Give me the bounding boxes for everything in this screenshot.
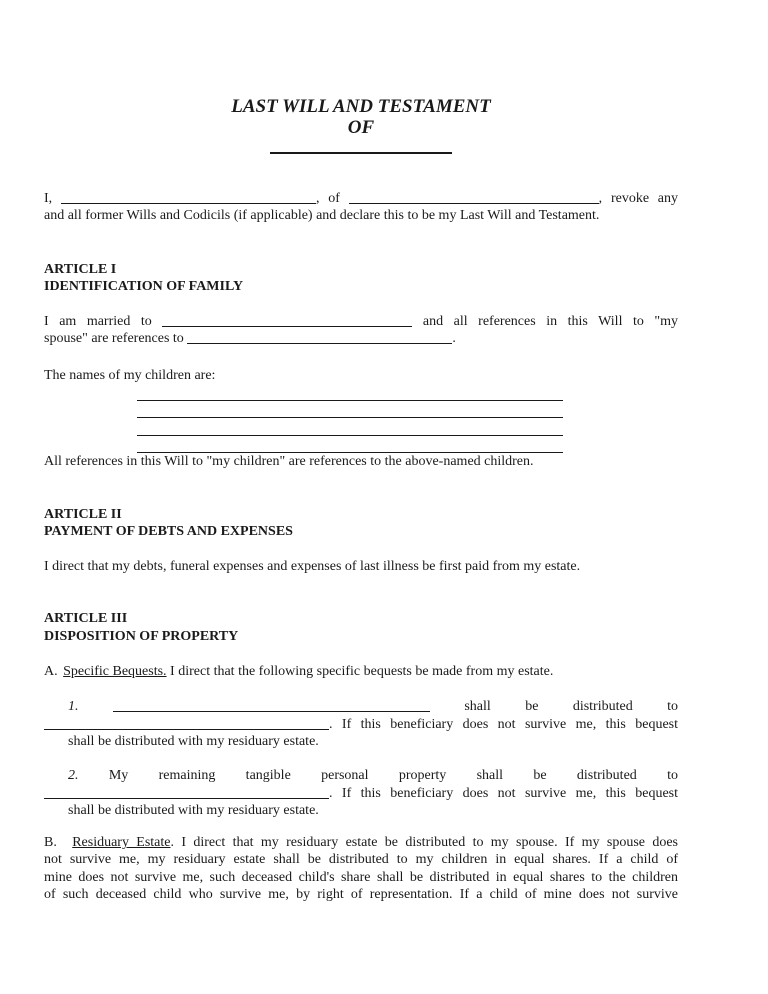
bequest-2-line-3: shall be distributed with my residuary estate.	[68, 802, 319, 818]
bequest-item-2	[44, 767, 678, 819]
marriage-paragraph	[44, 313, 678, 348]
testator-residence-blank	[349, 190, 599, 204]
bequest-1-description-blank	[113, 698, 430, 712]
document-title-line2: OF	[347, 117, 375, 138]
marriage-line-1	[44, 313, 678, 330]
bequest-2-beneficiary-blank	[44, 785, 329, 799]
child-name-line-4	[44, 436, 678, 453]
spouse-reference-blank	[187, 330, 452, 344]
article-2-heading	[44, 506, 678, 541]
bequest-1-line-1	[44, 698, 678, 715]
child-name-line-2	[44, 401, 678, 418]
section-a-label: A.	[44, 664, 58, 680]
marriage-text-post: and all references in this Will to "my	[422, 314, 679, 330]
section-a-text: I direct that the following specific bequests be made from my estate.	[170, 664, 554, 680]
children-name-lines	[44, 384, 678, 453]
bequest-1-line-3: shall be distributed with my residuary estate.	[68, 733, 319, 749]
document-title	[44, 96, 678, 138]
marriage-line-2-period: .	[452, 331, 456, 347]
document-title-line1: LAST WILL AND TESTAMENT	[231, 96, 491, 117]
child-name-blank-4	[137, 436, 563, 453]
intro-text-mid: , of	[315, 191, 340, 206]
residuary-line-4: of such deceased child who survive me, by right of representation. If a child of mine does not survive	[44, 887, 678, 903]
section-b-title: Residuary Estate	[72, 835, 171, 851]
child-name-line-1	[44, 384, 678, 401]
children-reference-note: All references in this Will to "my children" are references to the above-named children.	[44, 454, 534, 470]
article-3-number: ARTICLE III	[44, 611, 128, 627]
child-name-blank-3	[137, 419, 563, 436]
intro-text-post: , revoke any	[598, 191, 679, 206]
testator-name-blank	[61, 190, 316, 204]
intro-line-2: and all former Wills and Codicils (if applicable) and declare this to be my Last Will and Testament.	[44, 208, 600, 224]
intro-text-pre: I,	[44, 191, 53, 206]
section-a-title: Specific Bequests.	[63, 664, 167, 680]
testator-name-title-blank	[270, 138, 452, 154]
marriage-text-pre: I am married to	[44, 314, 152, 330]
children-intro-line: The names of my children are:	[44, 367, 216, 383]
intro-paragraph	[44, 190, 678, 225]
intro-line-1	[44, 190, 678, 207]
residuary-line-1-text: . I direct that my residuary estate be distributed to my spouse. If my spouse does	[170, 835, 678, 851]
residuary-line-3: mine does not survive me, such deceased child's share shall be distributed in equal shares to the children	[44, 869, 678, 885]
residuary-estate-section	[44, 834, 678, 903]
residuary-line-1	[44, 834, 678, 851]
bequest-2-survivor-text: . If this beneficiary does not survive me, this bequest	[329, 785, 678, 801]
article-1-heading	[44, 261, 678, 296]
bequest-2-line-2	[44, 785, 678, 802]
specific-bequests-section	[44, 663, 678, 680]
article-1-number: ARTICLE I	[44, 261, 117, 277]
article-3-title: DISPOSITION OF PROPERTY	[44, 628, 239, 644]
bequest-1-text: shall be distributed to	[464, 699, 679, 715]
debts-paragraph: I direct that my debts, funeral expenses and expenses of last illness be first paid from my estate.	[44, 559, 581, 575]
marriage-line-2	[44, 330, 678, 347]
bequest-1-beneficiary-blank	[44, 716, 329, 730]
bequest-1-number: 1.	[68, 699, 79, 715]
child-name-line-3	[44, 419, 678, 436]
article-3-heading	[44, 610, 678, 645]
bequest-2-number: 2.	[68, 768, 79, 784]
bequest-item-1	[44, 698, 678, 750]
child-name-blank-2	[137, 401, 563, 418]
spouse-name-blank	[162, 313, 412, 327]
article-2-title: PAYMENT OF DEBTS AND EXPENSES	[44, 523, 293, 539]
article-1-title: IDENTIFICATION OF FAMILY	[44, 278, 244, 294]
bequest-1-survivor-text: . If this beneficiary does not survive me, this bequest	[329, 716, 678, 732]
bequest-2-text: My remaining tangible personal property shall be distributed to	[108, 768, 678, 784]
section-b-label: B.	[44, 835, 57, 851]
article-2-number: ARTICLE II	[44, 506, 122, 522]
bequest-2-line-1	[44, 767, 678, 784]
bequest-1-line-2	[44, 716, 678, 733]
residuary-line-2: not survive me, my residuary estate shall be distributed to my children in equal shares. If a child of	[44, 852, 678, 868]
child-name-blank-1	[137, 384, 563, 401]
spouse-reference-text: spouse" are references to	[44, 331, 184, 347]
